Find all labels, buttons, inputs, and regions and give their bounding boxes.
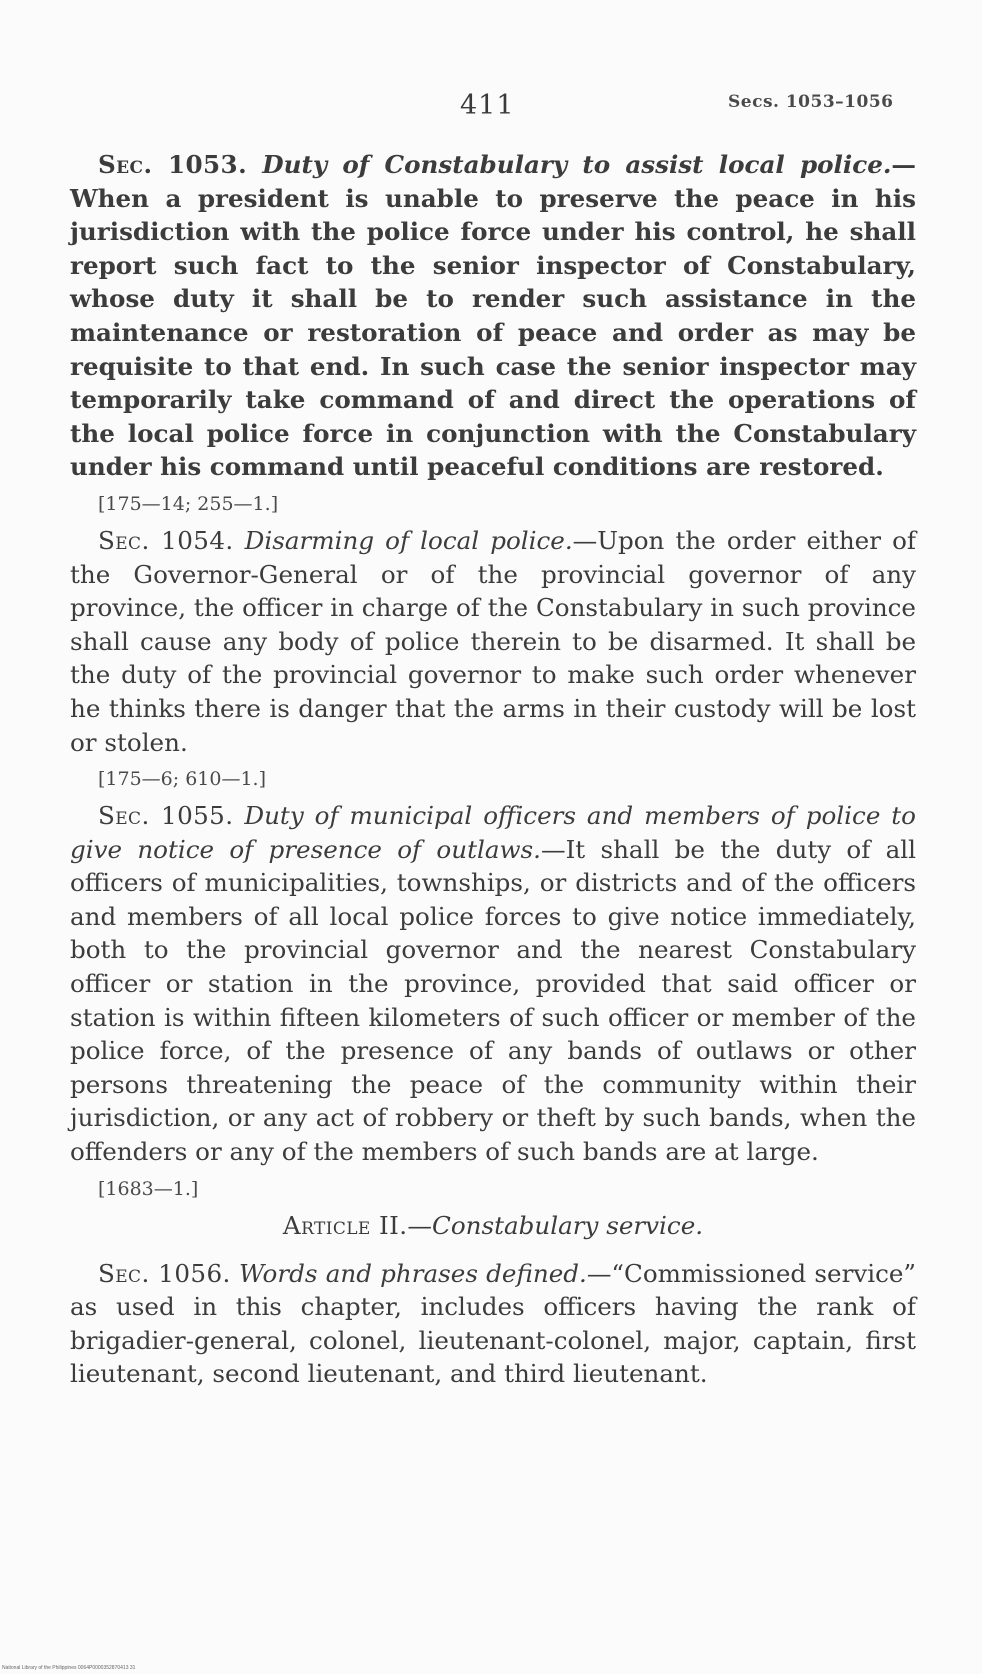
section-title: Duty of Constabulary to assist local police. (262, 150, 892, 179)
section-label: Sec. 1054. (98, 525, 234, 555)
citation: [1683—1.] (98, 1177, 199, 1200)
section-range-running-head: Secs. 1053–1056 (728, 92, 894, 112)
citation: [175—6; 610—1.] (98, 768, 267, 791)
section-1055 (70, 799, 916, 1169)
section-text: —“Commissioned service” as used in this chapter, includes officers having the rank of brigadier-general, colonel, lieutenant-colonel, major, captain, first lieutenant, second lieutenant, and third lieutenant. (70, 1258, 916, 1389)
section-title: Disarming of local police. (244, 525, 573, 555)
body-text (70, 148, 916, 1391)
section-label: Sec. 1053. (98, 150, 248, 179)
page-number: 411 (460, 90, 515, 121)
article-label: Article II. (282, 1210, 408, 1240)
section-text: —Upon the order either of the Governor-General or of the provincial governor of any province, the officer in charge of the Constabulary in such province shall cause any body of police therein to be disarmed. It shall be the duty of the provincial governor to make such order whenever he thinks there is danger that the arms in their custody will be lost or stolen. (70, 525, 916, 757)
article-heading (70, 1209, 916, 1243)
section-label: Sec. 1055. (98, 801, 234, 831)
section-1054 (70, 524, 916, 759)
section-label: Sec. 1056. (98, 1258, 231, 1288)
citation: [175—14; 255—1.] (98, 492, 279, 515)
section-title: Duty of municipal officers and members of police to give notice of presence of outlaws. (70, 801, 916, 864)
section-text: —It shall be the duty of all officers of municipalities, townships, or districts and of the officers and members of all local police forces to give notice immediately, both to the provincial governor and the nearest Constabulary officer or station in the province, provided that said officer or station is within fifteen kilometers of such officer or member of the police force, of the presence of any bands of outlaws or other persons threatening the peace of the community within their jurisdiction, or any act of robbery or theft by such bands, when the offenders or any of the members of such bands are at large. (70, 834, 916, 1167)
scan-footer: National Library of the Philippines 0064P0000352870413 31 (2, 1665, 136, 1671)
section-text: —When a president is unable to preserve the peace in his jurisdiction with the police force under his control, he shall report such fact to the senior inspector of Constabulary, whose duty it shall be to render such assistance in the maintenance or restoration of peace and order as may be requisite to that end. In such case the senior inspector may temporarily take command of and direct the operations of the local police force in conjunction with the Constabulary under his command until peaceful conditions are restored. (70, 150, 917, 482)
section-title: Words and phrases defined. (238, 1258, 587, 1288)
section-1056 (70, 1257, 916, 1391)
section-1053 (70, 148, 916, 484)
article-title: —Constabulary service. (407, 1210, 704, 1240)
page-header (0, 86, 982, 126)
